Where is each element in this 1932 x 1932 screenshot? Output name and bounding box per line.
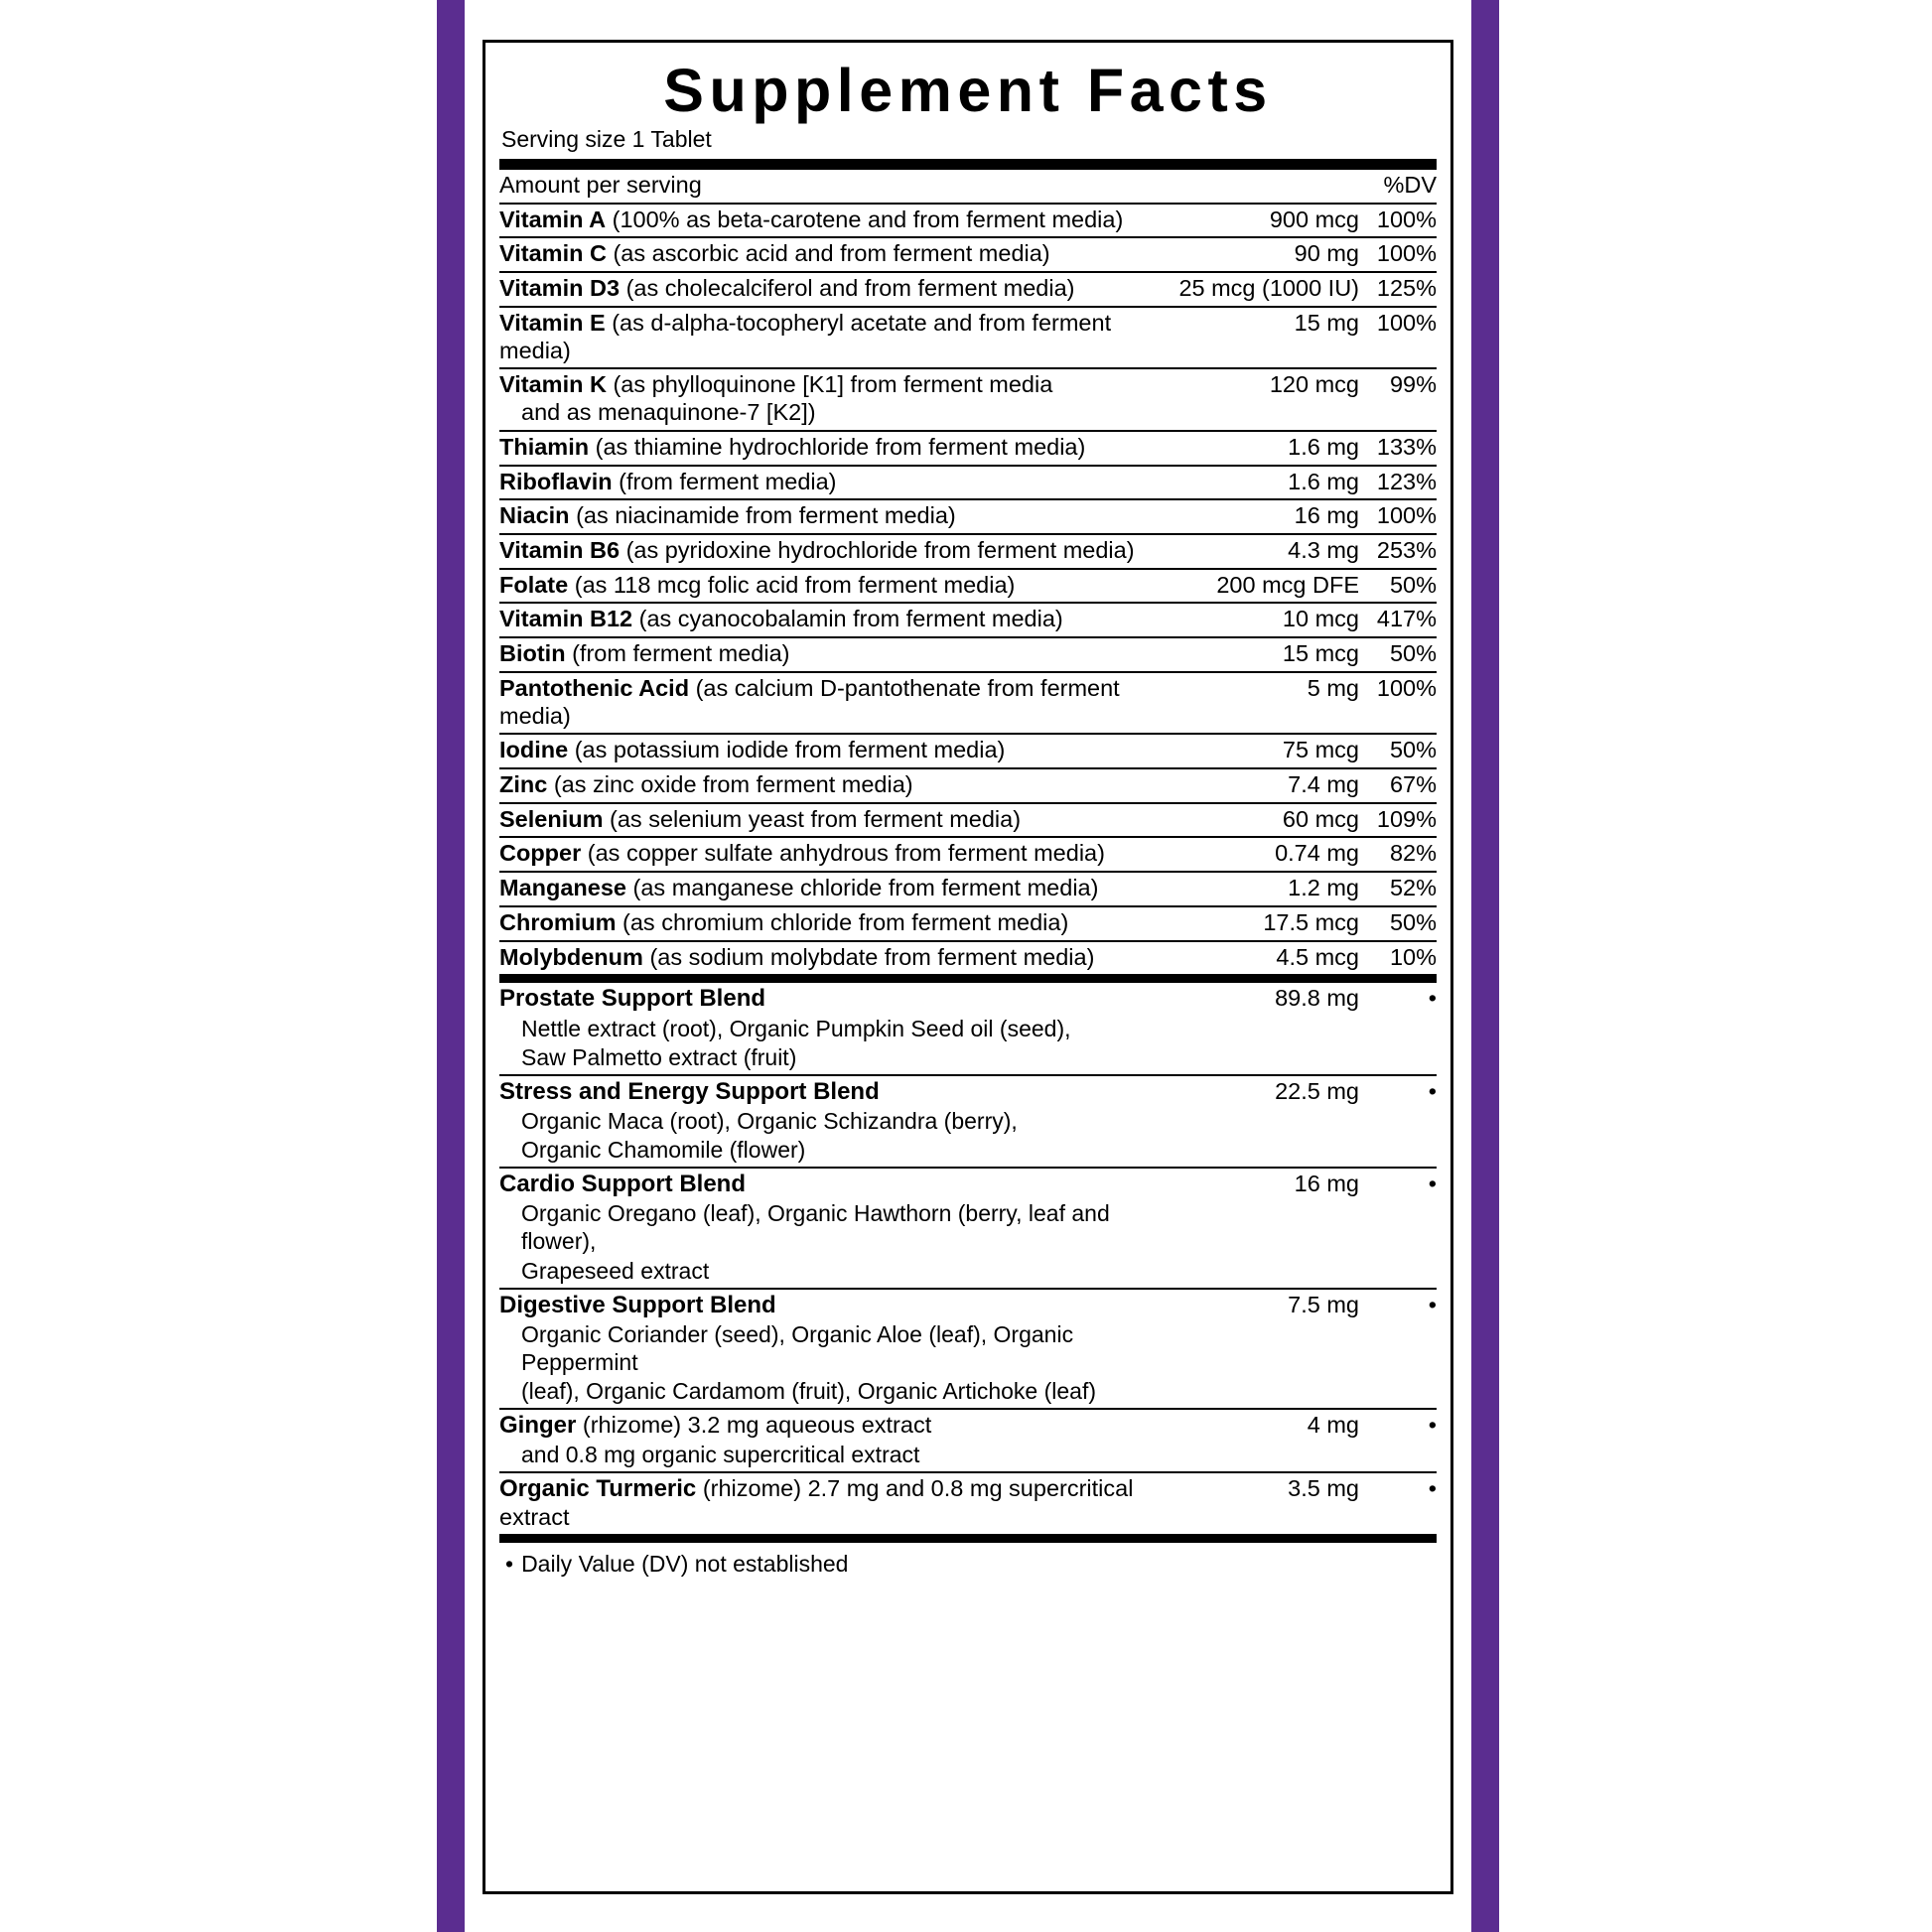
nutrient-amount: 0.74 mg [1161, 837, 1359, 872]
divider-thick-blends [499, 974, 1437, 983]
blend-detail-line2: (leaf), Organic Cardamom (fruit), Organic Artichoke (leaf) [521, 1377, 1097, 1404]
nutrient-dv: 50% [1359, 906, 1437, 941]
nutrient-dv: 100% [1359, 205, 1437, 238]
nutrient-name: Vitamin B6 [499, 536, 621, 563]
nutrient-amount: 60 mcg [1161, 803, 1359, 838]
table-row [499, 499, 1437, 534]
nutrient-dv: 133% [1359, 431, 1437, 466]
nutrient-source: (as phylloquinone [K1] from ferment media [613, 371, 1053, 398]
blend-dv: • [1428, 1475, 1437, 1502]
nutrient-dv: 99% [1359, 368, 1437, 430]
nutrient-amount: 900 mcg [1161, 205, 1359, 238]
blend-amount: 89.8 mg [1161, 983, 1359, 1074]
nutrient-amount: 15 mg [1161, 307, 1359, 368]
nutrient-source: (as 118 mcg folic acid from ferment media) [574, 571, 1016, 598]
nutrient-amount: 75 mcg [1161, 734, 1359, 768]
table-row [499, 1472, 1437, 1534]
nutrient-amount: 1.6 mg [1161, 466, 1359, 500]
nutrient-name: Niacin [499, 502, 570, 529]
blend-detail-line2: Grapeseed extract [521, 1257, 710, 1284]
nutrient-dv: 125% [1359, 272, 1437, 307]
nutrient-amount: 1.6 mg [1161, 431, 1359, 466]
nutrient-amount: 17.5 mcg [1161, 906, 1359, 941]
blend-name: Organic Turmeric [499, 1475, 697, 1503]
nutrient-source: (as copper sulfate anhydrous from ferment media) [587, 840, 1105, 867]
nutrient-name: Vitamin A [499, 206, 607, 232]
blend-amount: 7.5 mg [1161, 1289, 1359, 1409]
nutrient-dv: 82% [1359, 837, 1437, 872]
nutrient-source: (as pyridoxine hydrochloride from ferment media) [625, 536, 1135, 563]
nutrient-amount: 120 mcg [1161, 368, 1359, 430]
blend-name: Cardio Support Blend [499, 1171, 746, 1198]
table-row [499, 983, 1437, 1074]
blend-dv: • [1359, 1289, 1437, 1409]
table-row [499, 941, 1437, 975]
nutrient-name: Folate [499, 571, 569, 598]
table-row [499, 569, 1437, 604]
nutrient-source: (as niacinamide from ferment media) [576, 502, 956, 529]
nutrient-name: Vitamin D3 [499, 275, 621, 302]
nutrient-dv: 10% [1389, 943, 1437, 970]
table-header-row [499, 170, 1437, 203]
nutrient-name: Vitamin E [499, 309, 606, 336]
page-title: Supplement Facts [663, 57, 1273, 124]
blend-dv: • [1359, 983, 1437, 1074]
blend-name: Ginger [499, 1412, 577, 1440]
nutrient-dv: 100% [1359, 672, 1437, 734]
nutrient-amount: 1.2 mg [1161, 872, 1359, 906]
nutrient-source: (100% as beta-carotene and from ferment media) [612, 206, 1124, 232]
nutrient-amount: 16 mg [1161, 499, 1359, 534]
table-row [499, 734, 1437, 768]
nutrient-source: (from ferment media) [619, 468, 837, 494]
nutrient-source: (from ferment media) [572, 640, 790, 667]
nutrient-amount: 90 mg [1161, 237, 1359, 272]
blends-table [499, 983, 1437, 1534]
nutrient-source: (as potassium iodide from ferment media) [574, 737, 1006, 763]
nutrient-dv: 253% [1359, 534, 1437, 569]
blend-amount: 22.5 mg [1161, 1075, 1359, 1168]
nutrient-dv: 100% [1359, 237, 1437, 272]
header-amount-per-serving: Amount per serving [499, 172, 702, 199]
nutrient-name: Vitamin B12 [499, 606, 633, 632]
nutrient-amount: 4.5 mcg [1276, 943, 1359, 970]
nutrient-name: Iodine [499, 737, 569, 763]
blend-detail-inline: (rhizome) 3.2 mg aqueous extract [582, 1412, 932, 1439]
table-row [499, 672, 1437, 734]
nutrition-header-table [499, 170, 1437, 203]
nutrient-amount: 4.3 mg [1161, 534, 1359, 569]
table-row [499, 1289, 1437, 1409]
table-row [499, 603, 1437, 637]
nutrient-amount: 25 mcg (1000 IU) [1161, 272, 1359, 307]
divider-thick-footnote [499, 1534, 1437, 1543]
nutrient-amount: 10 mcg [1161, 603, 1359, 637]
nutrient-name: Molybdenum [499, 943, 643, 970]
nutrient-source: (as calcium D-pantothenate from ferment media) [499, 674, 1120, 729]
nutrient-dv: 100% [1359, 499, 1437, 534]
nutrient-name: Zinc [499, 770, 548, 797]
nutrient-source: (as thiamine hydrochloride from ferment media) [595, 433, 1086, 460]
nutrient-source: (as selenium yeast from ferment media) [610, 805, 1022, 832]
nutrient-source: (as manganese chloride from ferment media) [632, 875, 1099, 901]
blend-amount: 4 mg [1161, 1409, 1359, 1472]
blend-dv: • [1359, 1168, 1437, 1288]
nutrient-name: Copper [499, 840, 582, 867]
nutrient-source: (as sodium molybdate from ferment media) [649, 943, 1095, 970]
nutrient-amount: 200 mcg DFE [1161, 569, 1359, 604]
nutrient-source: (as zinc oxide from ferment media) [553, 770, 913, 797]
nutrient-name: Vitamin K [499, 371, 607, 398]
nutrient-source: (as chromium chloride from ferment media) [622, 908, 1069, 935]
supplement-facts-box [483, 40, 1453, 1894]
blend-detail-line2: Saw Palmetto extract (fruit) [521, 1043, 797, 1070]
nutrient-name: Vitamin C [499, 240, 607, 267]
table-row [499, 466, 1437, 500]
nutrient-name: Pantothenic Acid [499, 674, 690, 701]
serving-size-text: Serving size 1 Tablet [501, 126, 712, 153]
nutrient-dv: 50% [1359, 734, 1437, 768]
blend-detail-line1: Organic Maca (root), Organic Schizandra (berry), [521, 1108, 1018, 1135]
divider-thick-top [499, 159, 1437, 170]
blend-name: Prostate Support Blend [499, 985, 766, 1013]
nutrient-name: Selenium [499, 805, 604, 832]
table-row [499, 872, 1437, 906]
blend-name: Digestive Support Blend [499, 1291, 776, 1318]
footnote-text: Daily Value (DV) not established [521, 1551, 849, 1578]
footnote [499, 1543, 1437, 1578]
nutrient-name: Riboflavin [499, 468, 613, 494]
nutrient-source: (as d-alpha-tocopheryl acetate and from ferment media) [499, 309, 1112, 363]
nutrient-name: Manganese [499, 875, 626, 901]
table-row [499, 205, 1437, 238]
table-row [499, 1075, 1437, 1168]
nutrient-dv: 67% [1359, 768, 1437, 803]
table-row [499, 906, 1437, 941]
footnote-bullet-icon: • [505, 1551, 514, 1578]
nutrient-dv: 417% [1359, 603, 1437, 637]
nutrient-name: Chromium [499, 908, 617, 935]
blend-dv: • [1359, 1075, 1437, 1168]
table-row [499, 431, 1437, 466]
blend-detail-line1: Organic Coriander (seed), Organic Aloe (leaf), Organic Peppermint [521, 1320, 1074, 1375]
nutrient-dv: 123% [1359, 466, 1437, 500]
nutrient-dv: 52% [1359, 872, 1437, 906]
blend-amount: 3.5 mg [1288, 1475, 1359, 1502]
blend-dv: • [1359, 1409, 1437, 1472]
nutrient-amount: 15 mcg [1161, 637, 1359, 672]
nutrient-name: Thiamin [499, 433, 590, 460]
nutrient-dv: 109% [1359, 803, 1437, 838]
blend-detail-line1: Organic Oregano (leaf), Organic Hawthorn (berry, leaf and flower), [521, 1200, 1110, 1255]
header-percent-dv: %DV [1383, 172, 1437, 199]
table-row [499, 307, 1437, 368]
table-row [499, 1409, 1437, 1472]
nutrient-source: (as cyanocobalamin from ferment media) [638, 606, 1063, 632]
table-row [499, 534, 1437, 569]
blend-detail-line2: and 0.8 mg organic supercritical extract [521, 1442, 920, 1468]
blend-amount: 16 mg [1161, 1168, 1359, 1288]
table-row [499, 803, 1437, 838]
nutrient-dv: 50% [1359, 637, 1437, 672]
table-row [499, 368, 1437, 430]
nutrients-table [499, 205, 1437, 975]
nutrient-dv: 50% [1359, 569, 1437, 604]
table-row [499, 768, 1437, 803]
table-row [499, 1168, 1437, 1288]
nutrient-source: (as cholecalciferol and from ferment media) [625, 275, 1075, 302]
nutrient-source-line2: and as menaquinone-7 [K2]) [521, 399, 816, 426]
blend-detail-line1: Nettle extract (root), Organic Pumpkin Seed oil (seed), [521, 1015, 1071, 1041]
table-row [499, 272, 1437, 307]
blend-name: Stress and Energy Support Blend [499, 1077, 880, 1105]
nutrient-source: (as ascorbic acid and from ferment media) [613, 240, 1050, 267]
nutrient-amount: 5 mg [1161, 672, 1359, 734]
nutrient-dv: 100% [1359, 307, 1437, 368]
nutrient-amount: 7.4 mg [1161, 768, 1359, 803]
table-row [499, 237, 1437, 272]
table-row [499, 837, 1437, 872]
blend-detail-line2: Organic Chamomile (flower) [521, 1137, 806, 1164]
nutrient-name: Biotin [499, 640, 566, 667]
blend-detail-inline: (rhizome) 2.7 mg and 0.8 mg supercritical extract [499, 1475, 1134, 1530]
table-row [499, 637, 1437, 672]
